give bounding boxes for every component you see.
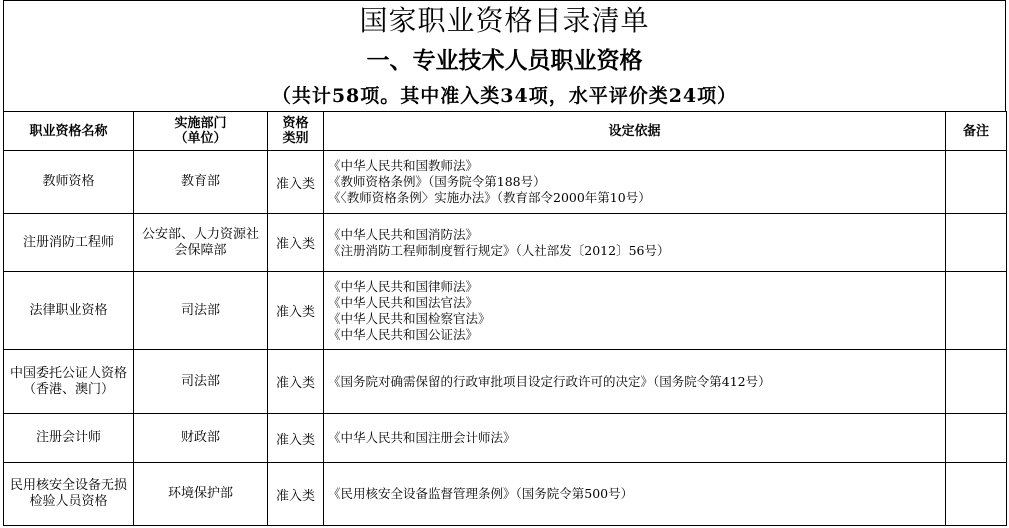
header-basis: 设定依据 [324,112,946,151]
cell-note [946,272,1007,350]
table-row [4,272,1007,350]
basis-line: 《民用核安全设备监督管理条例》（国务院令第500号） [328,486,634,501]
header-type-line1: 资格 [282,116,309,131]
cell-dept: 司法部 [134,350,268,414]
basis-line: 《国务院对确需保留的行政审批项目设定行政许可的决定》（国务院令第412号） [328,373,771,389]
cell-basis [324,214,946,272]
cell-dept: 教育部 [134,151,268,214]
cell-dept: 环境保护部 [134,463,268,526]
cell-name: 法律职业资格 [4,272,134,350]
cell-dept: 财政部 [134,414,268,463]
cell-dept: 司法部 [134,272,268,350]
basis-line: 《中华人民共和国教师法》 [328,158,479,173]
header-dept-line2: （单位） [174,131,227,146]
table-row [4,151,1007,214]
basis-line: 《中华人民共和国检察官法》 [328,310,491,326]
cell-name: 民用核安全设备无损检验人员资格 [4,463,134,526]
summary-line: （共计58项。其中准入类34项，水平评价类24项） [3,81,1006,111]
basis-line: 《中华人民共和国法官法》 [328,294,479,310]
table-row [4,414,1007,463]
basis-line: 《〈教师资格条例〉实施办法》（教育部令2000年第10号） [328,190,651,205]
cell-basis [324,151,946,214]
table-header-row [4,112,1007,151]
cell-type: 准入类 [268,350,324,414]
header-type [268,112,324,151]
cell-note [946,214,1007,272]
cell-basis [324,272,946,350]
header-note: 备注 [946,112,1007,151]
basis-line: 《教师资格条例》（国务院令第188号） [328,174,546,189]
cell-type: 准入类 [268,272,324,350]
basis-line: 《中华人民共和国注册会计师法》 [328,430,516,445]
header-dept-line1: 实施部门 [174,116,227,131]
cell-note [946,414,1007,463]
cell-note [946,151,1007,214]
cell-basis [324,414,946,463]
basis-line: 《中华人民共和国公证法》 [328,326,479,342]
cell-type: 准入类 [268,214,324,272]
cell-type: 准入类 [268,414,324,463]
cell-basis [324,350,946,414]
basis-line: 《中华人民共和国消防法》 [328,226,479,242]
cell-type: 准入类 [268,151,324,214]
qualification-table [3,111,1007,526]
cell-name: 教师资格 [4,151,134,214]
cell-type: 准入类 [268,463,324,526]
qualification-catalog-sheet [3,0,1006,528]
cell-note [946,463,1007,526]
table-row [4,214,1007,272]
header-type-line2: 类别 [282,131,309,146]
cell-name: 注册消防工程师 [4,214,134,272]
cell-name: 中国委托公证人资格（香港、澳门） [4,350,134,414]
basis-line: 《注册消防工程师制度暂行规定》（人社部发〔2012〕56号） [328,242,670,258]
cell-dept: 公安部、人力资源社会保障部 [134,214,268,272]
cell-basis [324,463,946,526]
header-dept [134,112,268,151]
section-title: 一、专业技术人员职业资格 [3,41,1006,81]
cell-name: 注册会计师 [4,414,134,463]
basis-line: 《中华人民共和国律师法》 [328,278,479,294]
header-name: 职业资格名称 [4,112,134,151]
cell-note [946,350,1007,414]
table-row [4,350,1007,414]
page-title: 国家职业资格目录清单 [3,0,1006,41]
table-row [4,463,1007,526]
